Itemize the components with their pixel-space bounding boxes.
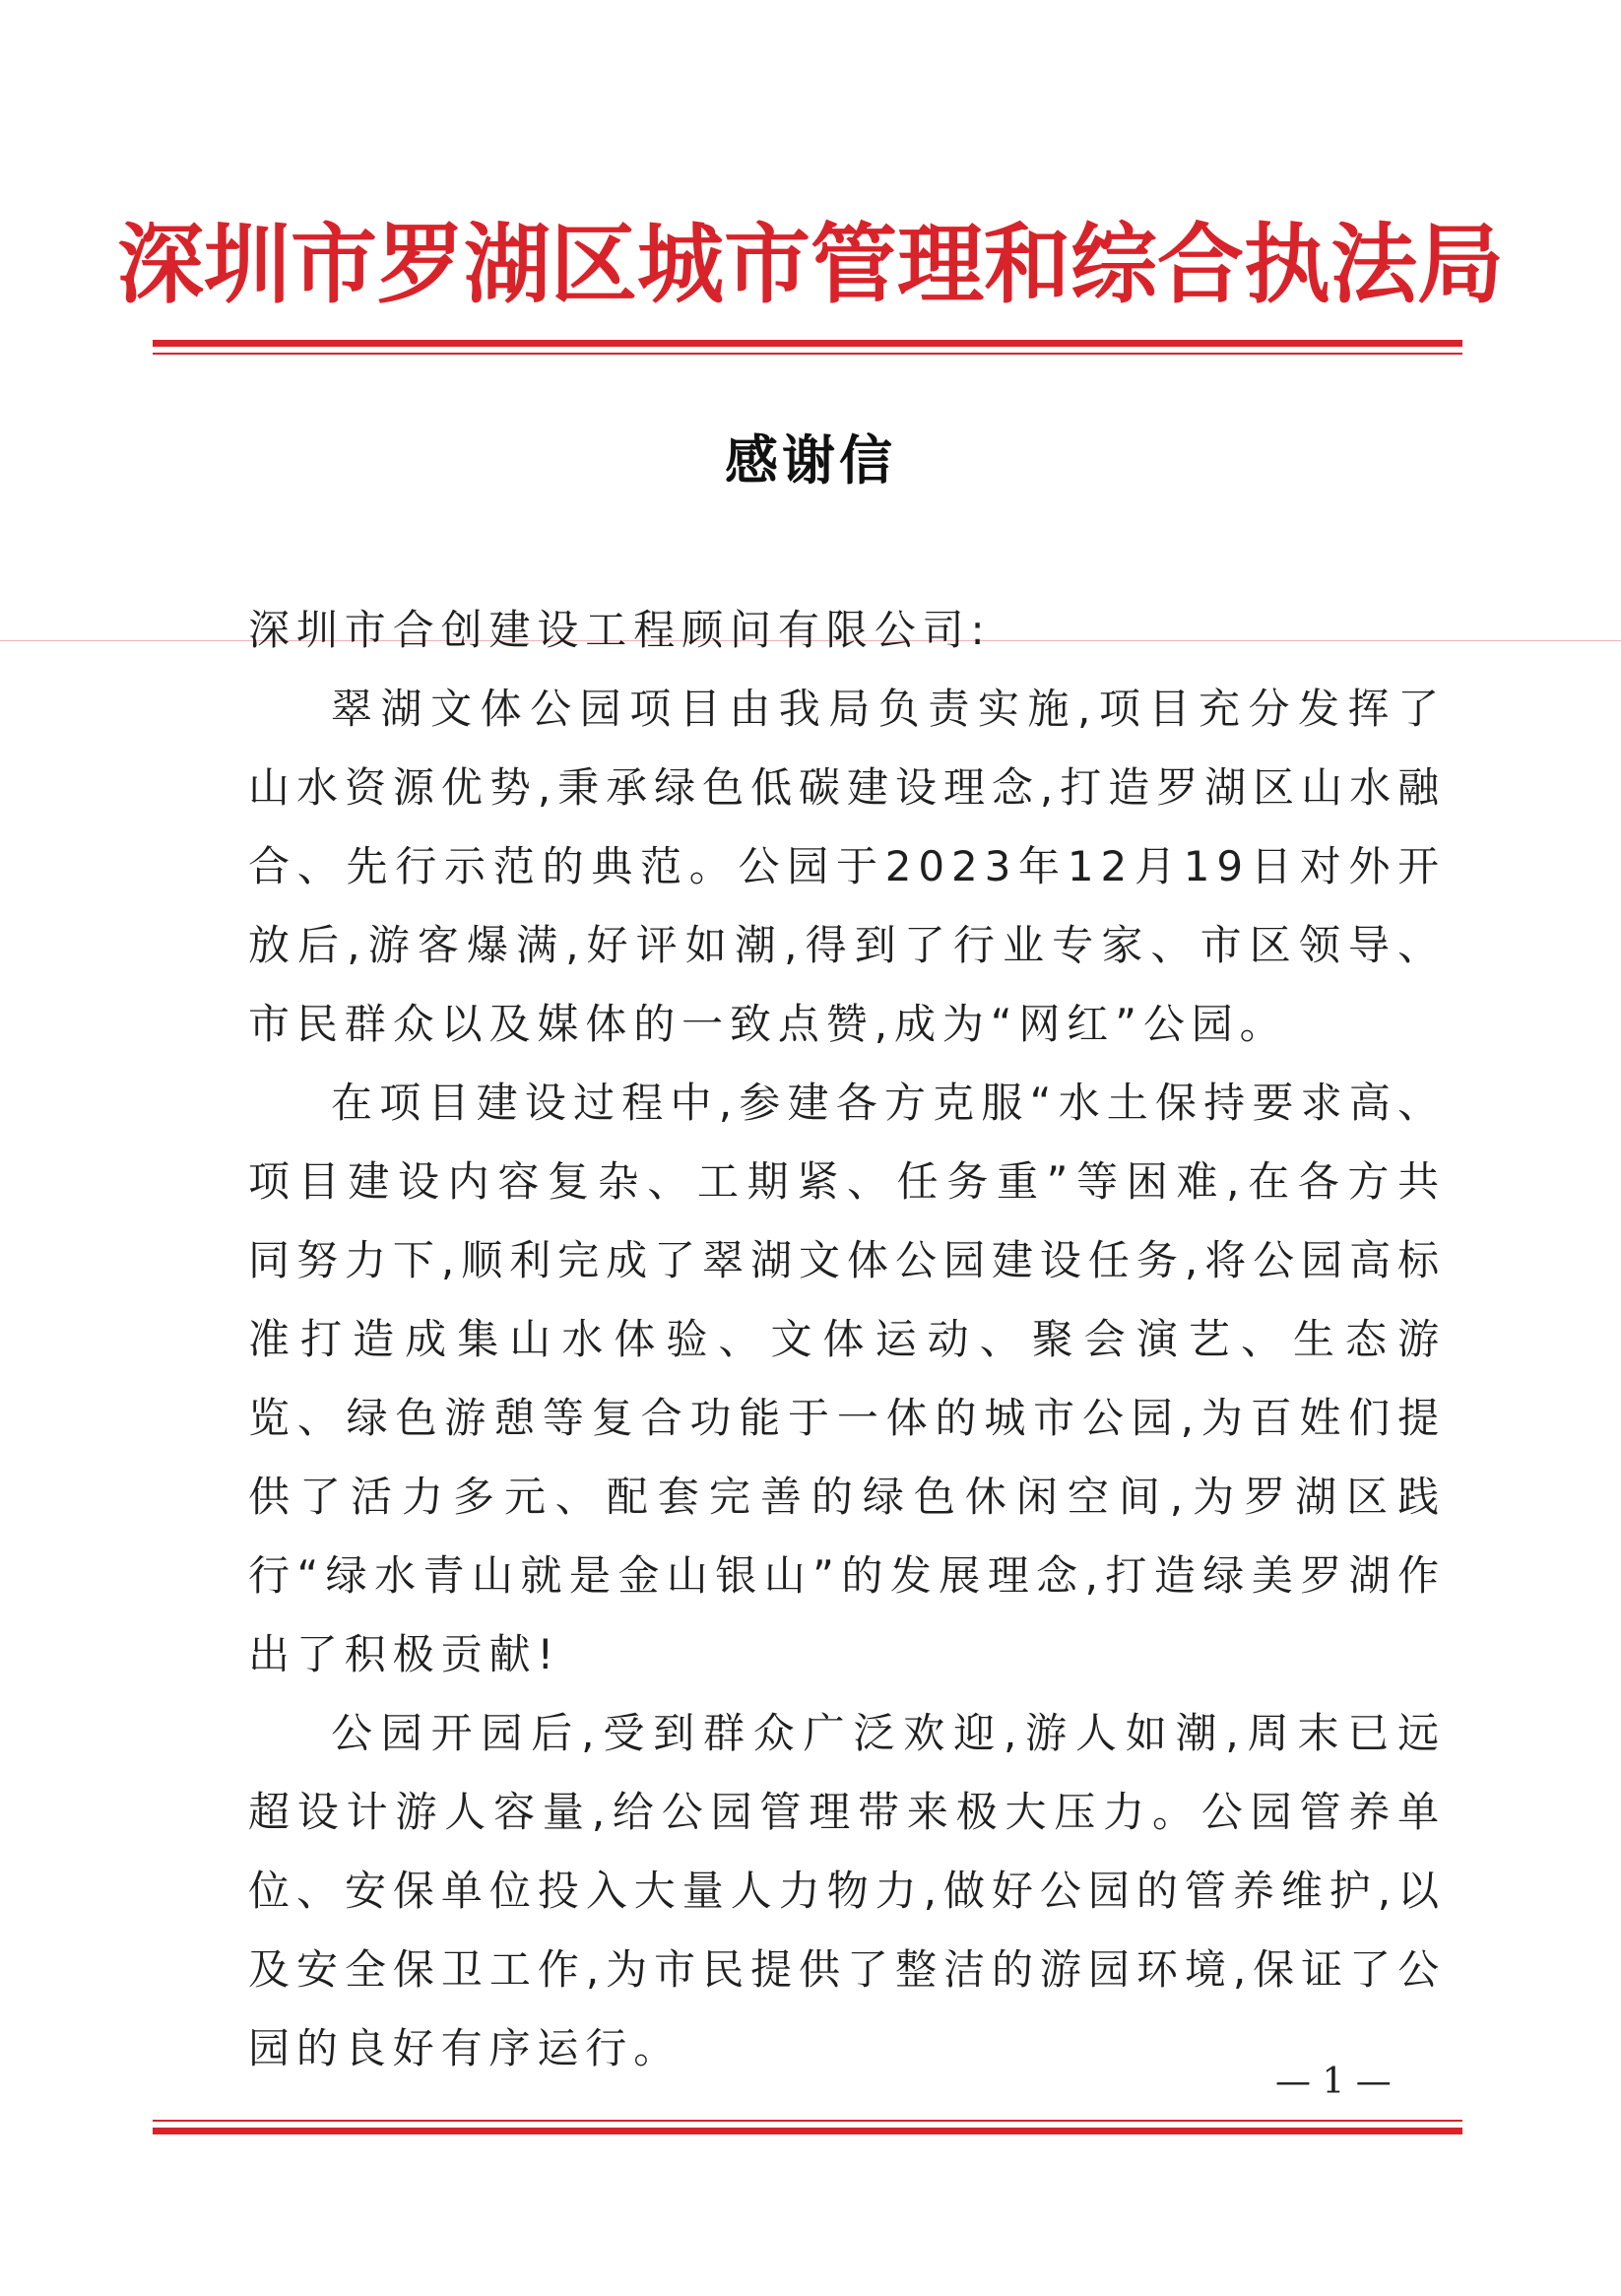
footer-divider-thin-line <box>153 2120 1462 2122</box>
letter-paragraph-3: 公园开园后,受到群众广泛欢迎,游人如潮,周末已远超设计游人容量,给公园管理带来极大压力。公园管养单位、安保单位投入大量人力物力,做好公园的管养维护,以及安全保卫工作,为市民提供了整洁的游园环境,保证了公园的良好有序运行。 <box>248 1709 1446 2072</box>
footer-divider-thick-line <box>153 2128 1462 2134</box>
page-number: — 1 — <box>1275 2062 1392 2102</box>
header-divider <box>153 340 1462 355</box>
letter-paragraph-2: 在项目建设过程中,参建各方克服“水土保持要求高、项目建设内容复杂、工期紧、任务重”等困难,在各方共同努力下,顺利完成了翠湖文体公园建设任务,将公园高标准打造成集山水体验、文体运动、聚会演艺、生态游览、绿色游憩等复合功能于一体的城市公园,为百姓们提供了活力多元、配套完善的绿色休闲空间,为罗湖区践行“绿水青山就是金山银山”的发展理念,打造绿美罗湖作出了积极贡献! <box>248 1079 1446 1678</box>
letter-paragraph-1: 翠湖文体公园项目由我局负责实施,项目充分发挥了山水资源优势,秉承绿色低碳建设理念,打造罗湖区山水融合、先行示范的典范。公园于2023年12月19日对外开放后,游客爆满,好评如潮,得到了行业专家、市区领导、市民群众以及媒体的一致点赞,成为“网红”公园。 <box>248 685 1446 1048</box>
header-divider-thin-line <box>153 353 1462 355</box>
letter-salutation: 深圳市合创建设工程顾问有限公司: <box>248 606 992 654</box>
organization-header: 深圳市罗湖区城市管理和综合执法局 <box>116 213 1504 315</box>
header-divider-thick-line <box>153 340 1462 347</box>
letter-body <box>248 591 1446 2088</box>
footer-divider <box>153 2120 1462 2134</box>
letter-title: 感谢信 <box>725 428 896 492</box>
